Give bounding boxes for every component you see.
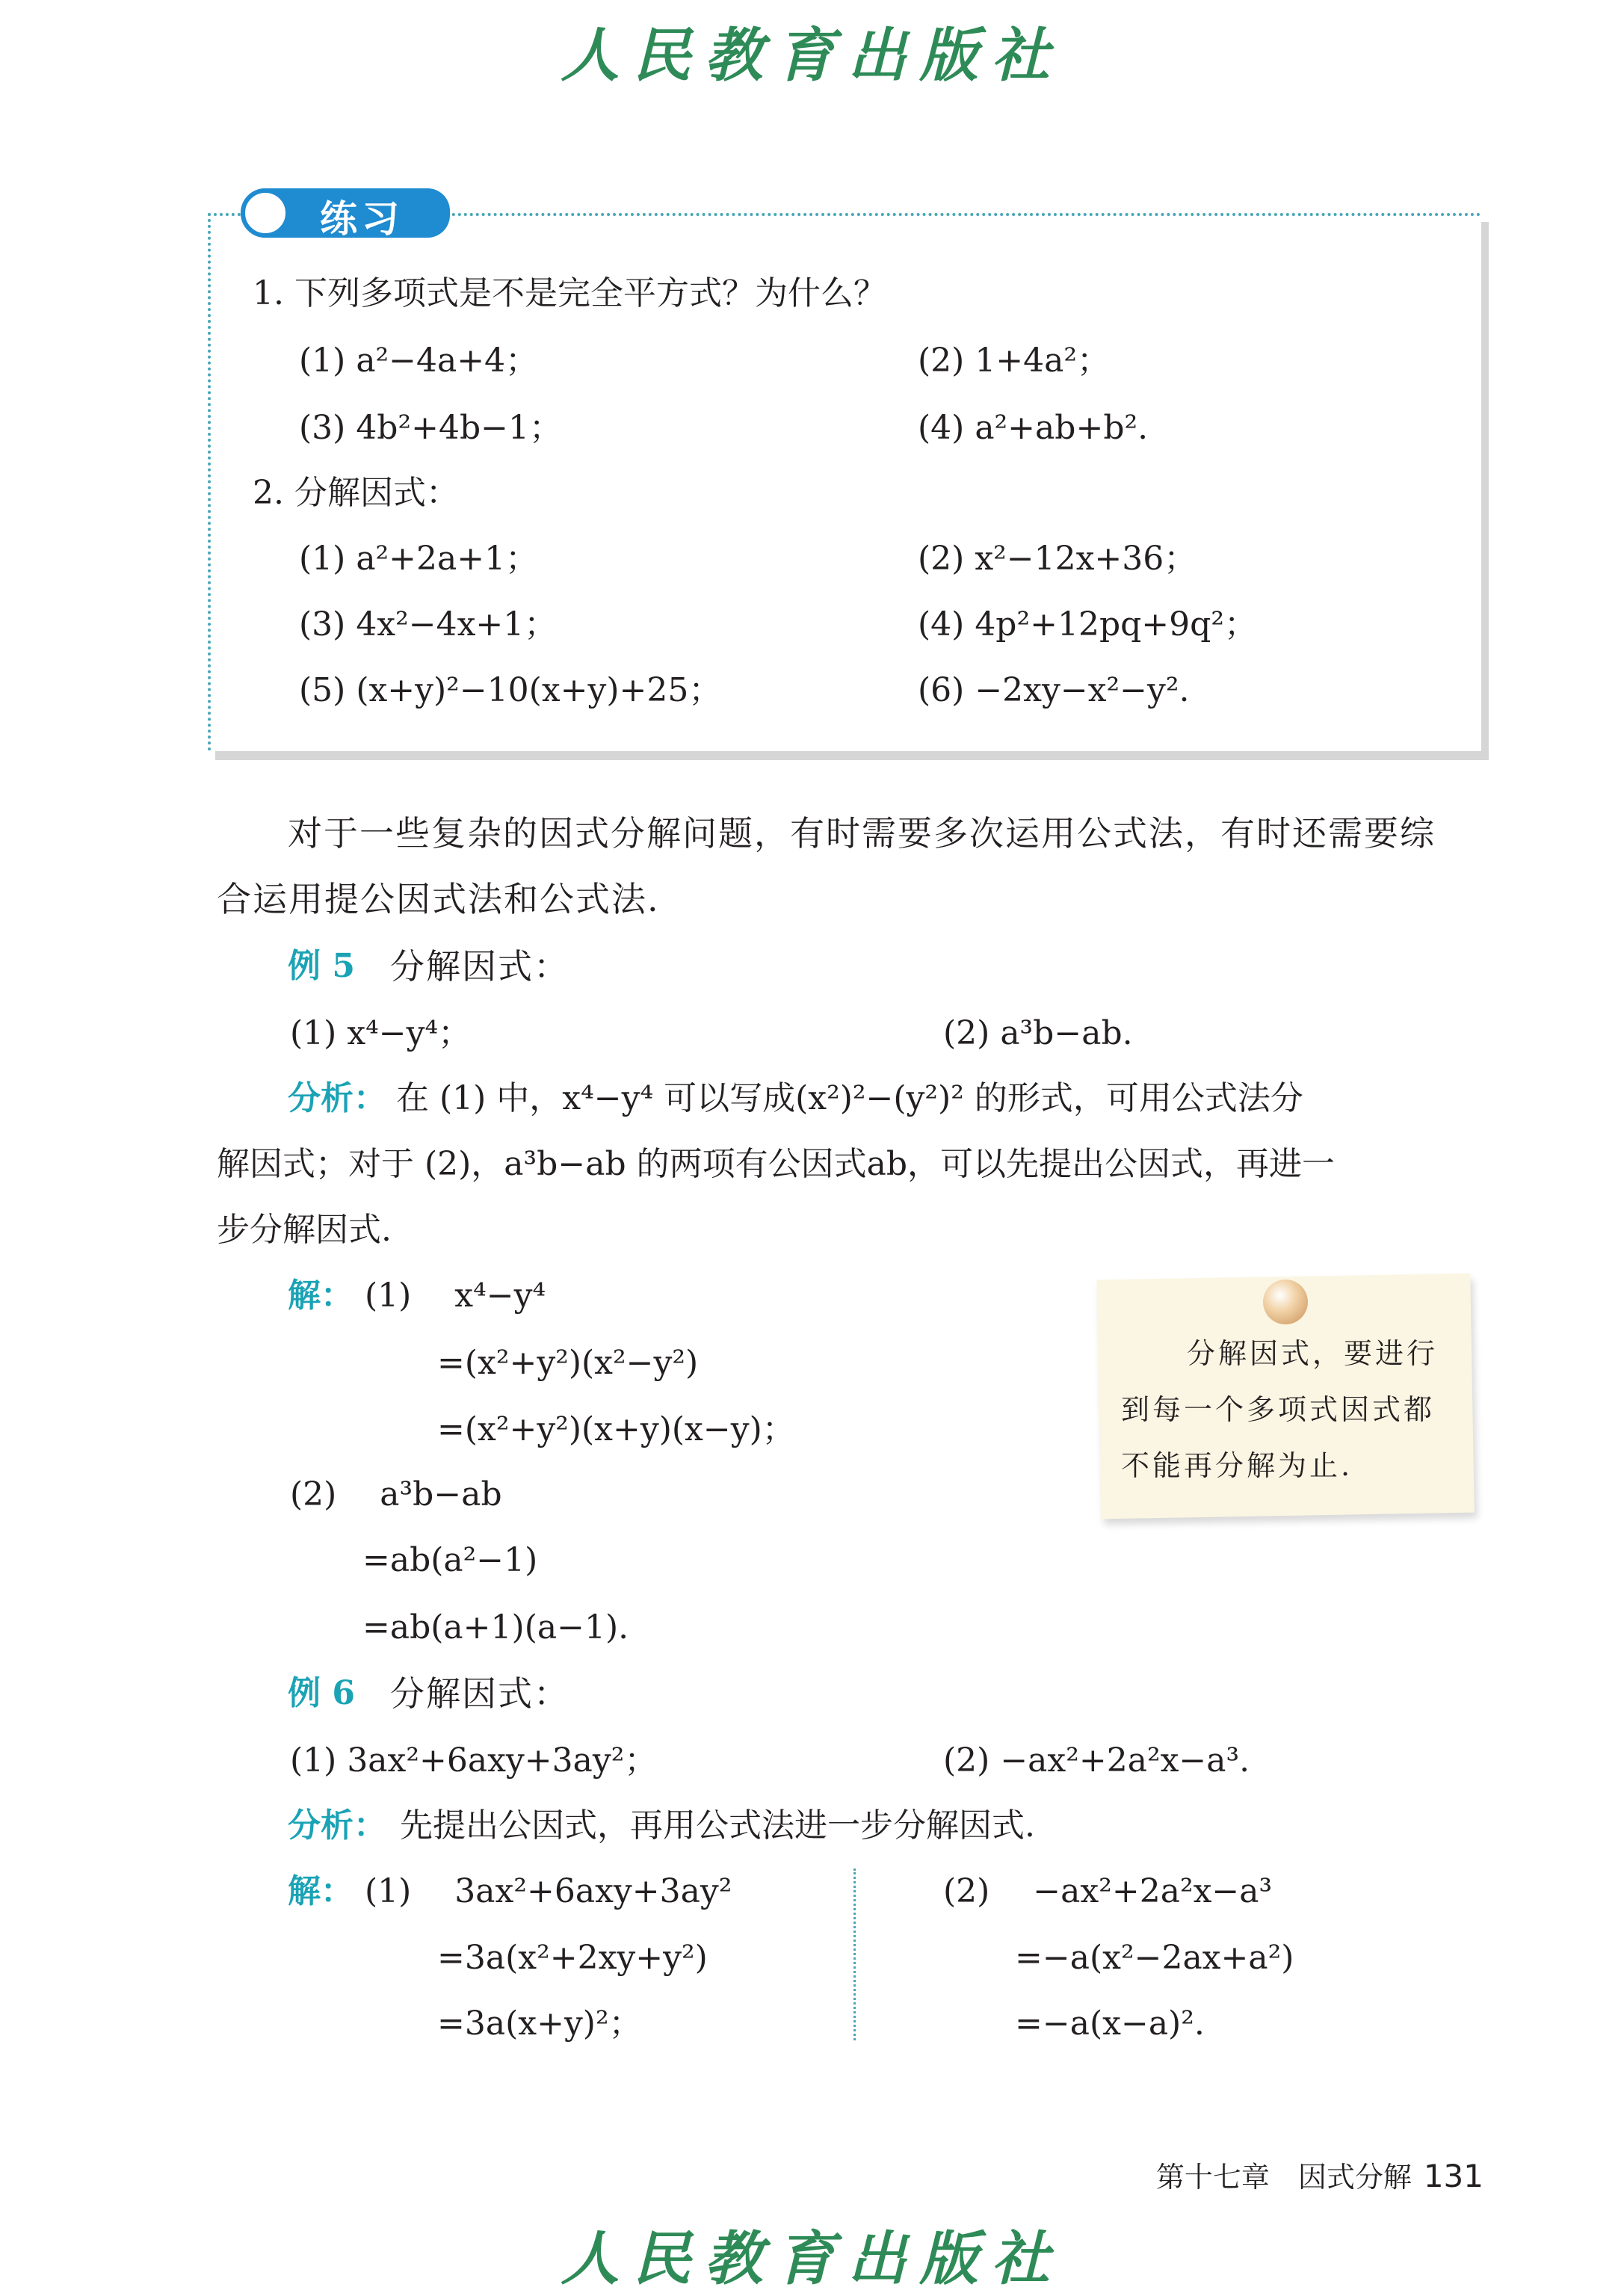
exercise-q1-item: (3) 4b²+4b−1； — [299, 409, 562, 447]
page-footer — [1156, 2154, 1483, 2195]
example5-solution-label: 解： — [288, 1277, 353, 1315]
page-number: 131 — [1423, 2158, 1483, 2194]
example5-analysis-label: 分析： — [288, 1079, 386, 1117]
exercise-q1-stem: 1. 下列多项式是不是完全平方式？为什么？ — [253, 274, 886, 312]
example6-label: 例 6 — [288, 1674, 355, 1712]
publisher-logo-bottom: 人民教育出版社 — [561, 2225, 1063, 2293]
note-line: 不能再分解为止. — [1121, 1449, 1353, 1482]
note-line: 分解因式，要进行 — [1187, 1337, 1439, 1370]
example5-sol2-line: =ab(a+1)(a−1). — [362, 1608, 629, 1647]
example6-solution-label: 解： — [288, 1872, 353, 1910]
example5-analysis-line: 解因式；对于 (2)，a³b−ab 的两项有公因式ab，可以先提出公因式，再进一 — [217, 1145, 1335, 1183]
exercise-title: 练习 — [320, 197, 404, 241]
exercise-q1-item: (2) 1+4a²； — [918, 342, 1111, 380]
chapter-label: 第十七章 因式分解 — [1155, 2161, 1412, 2194]
example6-part: (1) 3ax²+6axy+3ay²； — [290, 1741, 658, 1780]
example6-sol1-line: (1) 3ax²+6axy+3ay² — [365, 1872, 732, 1910]
example6-part: (2) −ax²+2a²x−a³. — [943, 1741, 1250, 1780]
example5-sol2-line: =ab(a²−1) — [362, 1541, 538, 1579]
example5-stem: 分解因式： — [390, 946, 569, 987]
intro-line: 合运用提公因式法和公式法. — [217, 879, 660, 919]
exercise-q1-item: (4) a²+ab+b². — [918, 409, 1149, 447]
example5-sol1-line: (1) x⁴−y⁴ — [365, 1277, 546, 1315]
intro-line: 对于一些复杂的因式分解问题，有时需要多次运用公式法，有时还需要综 — [288, 813, 1436, 854]
exercise-q2-item: (5) (x+y)²−10(x+y)+25； — [299, 671, 722, 709]
example5-part: (2) a³b−ab. — [943, 1014, 1133, 1052]
pushpin-icon — [1263, 1280, 1308, 1324]
exercise-q1-item: (1) a²−4a+4； — [299, 342, 539, 380]
example5-sol2-line: (2) a³b−ab — [290, 1475, 502, 1513]
example6-sol2-line: (2) −ax²+2a²x−a³ — [943, 1872, 1273, 1910]
publisher-logo: 人民教育出版社 — [561, 22, 1063, 90]
example5-analysis-line: 在 (1) 中，x⁴−y⁴ 可以写成(x²)²−(y²)² 的形式，可用公式法分 — [396, 1079, 1303, 1117]
exercise-q2-stem: 2. 分解因式： — [253, 474, 459, 512]
exercise-pencil-icon — [241, 188, 290, 238]
exercise-q2-item: (6) −2xy−x²−y². — [918, 671, 1190, 709]
example5-analysis-line: 步分解因式. — [217, 1211, 392, 1249]
solution-divider — [853, 1868, 856, 2040]
example6-sol2-line: =−a(x−a)². — [1015, 2005, 1205, 2043]
example6-analysis: 先提出公因式，再用公式法进一步分解因式. — [400, 1806, 1035, 1845]
example5-sol1-line: =(x²+y²)(x+y)(x−y)； — [437, 1410, 795, 1448]
example5-label: 例 5 — [288, 947, 355, 985]
example6-sol1-line: =3a(x²+2xy+y²) — [437, 1939, 708, 1977]
example6-sol2-line: =−a(x²−2ax+a²) — [1015, 1939, 1294, 1977]
example6-sol1-line: =3a(x+y)²； — [437, 2005, 642, 2043]
example5-sol1-line: =(x²+y²)(x²−y²) — [437, 1344, 699, 1382]
example6-analysis-label: 分析： — [288, 1806, 386, 1845]
example6-stem: 分解因式： — [390, 1673, 569, 1714]
exercise-q2-item: (1) a²+2a+1； — [299, 540, 539, 578]
exercise-q2-item: (3) 4x²−4x+1； — [299, 605, 558, 644]
exercise-q2-item: (2) x²−12x+36； — [918, 540, 1197, 578]
note-line: 到每一个多项式因式都 — [1121, 1393, 1436, 1426]
exercise-q2-item: (4) 4p²+12pq+9q²； — [918, 605, 1257, 644]
example5-part: (1) x⁴−y⁴； — [290, 1014, 472, 1052]
